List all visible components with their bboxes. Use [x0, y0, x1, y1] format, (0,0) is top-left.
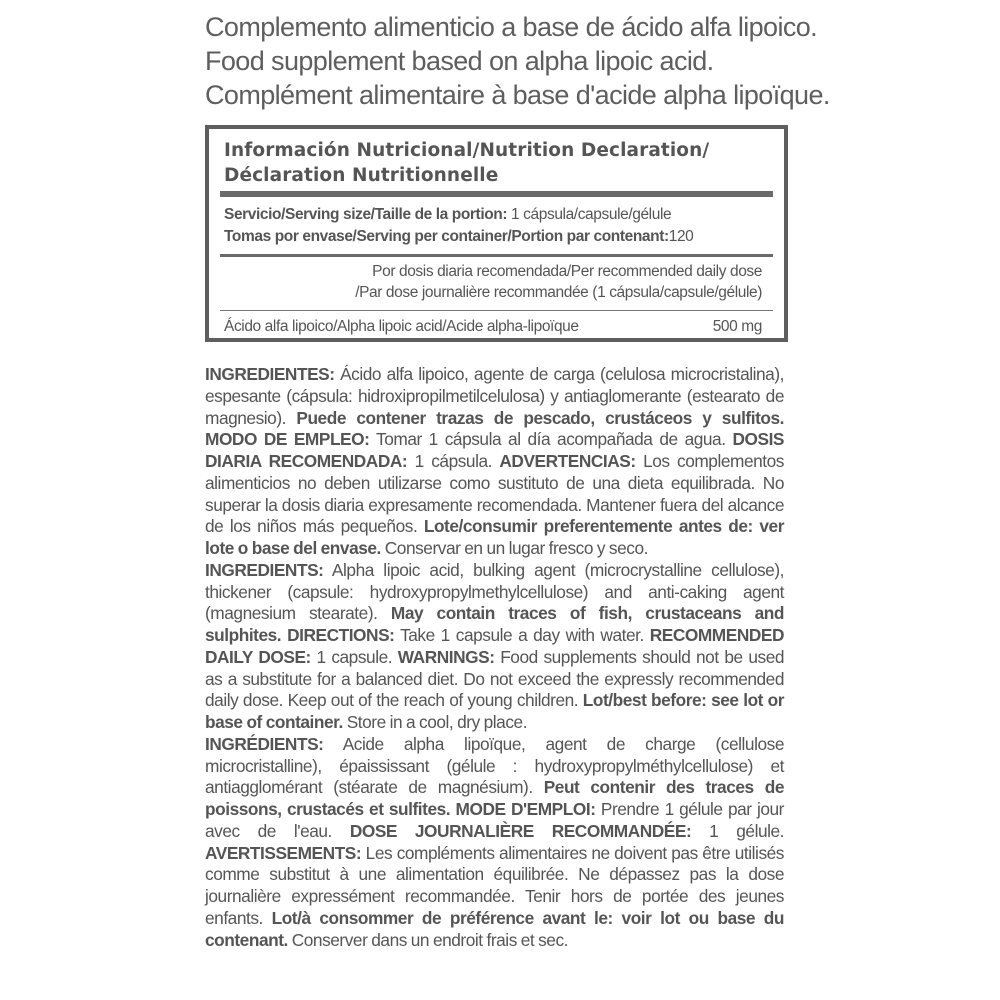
dose-label: DOSIS DIARIA RECOMENDADA:	[205, 429, 784, 471]
directions-label: MODO DE EMPLEO:	[205, 429, 370, 450]
servings-per-container-row	[224, 226, 773, 248]
ingredients-label: INGREDIENTS:	[205, 559, 324, 580]
ingredients-list: Alpha lipoic acid, bulking agent (microcrystalline cellulose), thickener (capsule: hydroxypropylmethylcellulose) and anti-caking agent (magnesium stearate).	[205, 559, 784, 624]
per-dose-line2: /Par dose journalière recommandée (1 cápsula/capsule/gélule)	[355, 284, 762, 301]
nutrient-name: Ácido alfa lipoico/Alpha lipoic acid/Acide alpha-lipoïque	[224, 318, 579, 335]
dose-text: 1 gélule.	[691, 820, 785, 841]
servings-label: Tomas por envase/Serving per container/Portion par contenant:	[224, 228, 669, 245]
allergen-warning: May contain traces of fish, crustaceans and sulphites.	[205, 603, 784, 645]
directions-text: Tomar 1 cápsula al día acompañada de agua.	[369, 429, 733, 450]
ingredients-list: Ácido alfa lipoico, agente de carga (celulosa microcristalina), espesante (cápsula: hidroxipropilmetilcelulosa) y antiaglomerante (estearato de magnesio).	[205, 364, 784, 428]
directions-text: Take 1 capsule a day with water.	[394, 625, 650, 645]
ingredients-list: Acide alpha lipoïque, agent de charge (cellulose microcristalline), épaississant (gélule : hydroxypropylméthylcellulose) et antiagglomérant (stéarate de magnésium).	[205, 733, 784, 798]
ingredients-es	[205, 364, 784, 560]
warnings-text: Food supplements should not be used as a substitute for a balanced diet. Do not exceed the expressly recommended daily dose. Keep out of the reach of young children.	[205, 646, 785, 711]
directions-text: Prendre 1 gélule par jour avec de l'eau.	[205, 799, 784, 841]
nutrition-title-line1: Información Nutricional/Nutrition Declaration/	[224, 140, 710, 161]
storage-text: Conservar en un lugar fresco y seco.	[380, 538, 648, 558]
thick-divider	[220, 191, 773, 197]
ingredients-fr	[205, 734, 784, 952]
directions-label: MODE D'EMPLOI:	[450, 799, 596, 819]
serving-size-label: Servicio/Serving size/Taille de la portion:	[224, 206, 508, 223]
lot-text: Lote/consumir preferentemente antes de: ver lote o base del envase.	[205, 516, 784, 558]
serving-info	[224, 204, 773, 248]
lot-text: Lot/à consommer de préférence avant le: voir lot ou base du contenant.	[205, 907, 784, 950]
dose-text: 1 cápsula.	[407, 451, 492, 471]
ingredients-en	[205, 560, 784, 734]
description-en: Food supplement based on alpha lipoic acid.	[205, 46, 714, 76]
per-dose-header	[355, 261, 762, 303]
directions-label: DIRECTIONS:	[281, 625, 395, 645]
warnings-text: Los complementos alimenticios no deben utilizarse como sustituto de una dieta equilibrada. No superar la dosis diaria expresamente recomendada. Mantener fuera del alcance de los niños más pequeños.	[205, 451, 784, 537]
ingredients-text	[205, 364, 784, 951]
warnings-label: WARNINGS:	[397, 646, 495, 667]
dose-label: RECOMMENDED DAILY DOSE:	[205, 625, 784, 667]
storage-text: Conserver dans un endroit frais et sec.	[287, 929, 568, 950]
per-dose-line1: Por dosis diaria recomendada/Per recommended daily dose	[372, 263, 762, 280]
nutrition-facts-panel	[205, 125, 788, 342]
warnings-text: Les compléments alimentaires ne doivent pas être utilisés comme substitut à une alimentation équilibrée. Ne dépassez pas la dose journalière expressément recommandée. Tenir hors de portée des jeunes enfants.	[205, 842, 784, 928]
storage-text: Store in a cool, dry place.	[342, 712, 528, 732]
allergen-warning: Puede contener trazas de pescado, crustáceos y sulfitos.	[296, 407, 784, 428]
ingredients-label: INGREDIENTES:	[205, 364, 335, 384]
warnings-label: AVERTISSEMENTS:	[205, 842, 362, 863]
lot-text: Lot/best before: see lot or base of container.	[205, 690, 785, 732]
nutrient-row	[224, 316, 762, 337]
serving-size-value: 1 cápsula/capsule/gélule	[507, 206, 672, 223]
allergen-warning: Peut contenir des traces de poissons, crustacés et sulfites.	[205, 777, 784, 819]
medium-divider	[220, 254, 773, 257]
nutrient-amount: 500 mg	[712, 318, 762, 335]
nutrition-title	[224, 138, 709, 188]
warnings-label: ADVERTENCIAS:	[499, 451, 636, 471]
nutrition-title-line2: Déclaration Nutritionnelle	[224, 165, 499, 186]
thin-divider	[220, 310, 773, 311]
ingredients-label: INGRÉDIENTS:	[205, 733, 324, 754]
product-description	[205, 10, 995, 112]
dose-text: 1 capsule.	[310, 646, 398, 667]
description-es: Complemento alimenticio a base de ácido alfa lipoico.	[205, 12, 818, 42]
servings-value: 120	[668, 228, 694, 245]
description-fr: Complément alimentaire à base d'acide alpha lipoïque.	[205, 80, 830, 110]
serving-size-row	[224, 204, 773, 226]
dose-label: DOSE JOURNALIÈRE RECOMMANDÉE:	[349, 820, 692, 841]
